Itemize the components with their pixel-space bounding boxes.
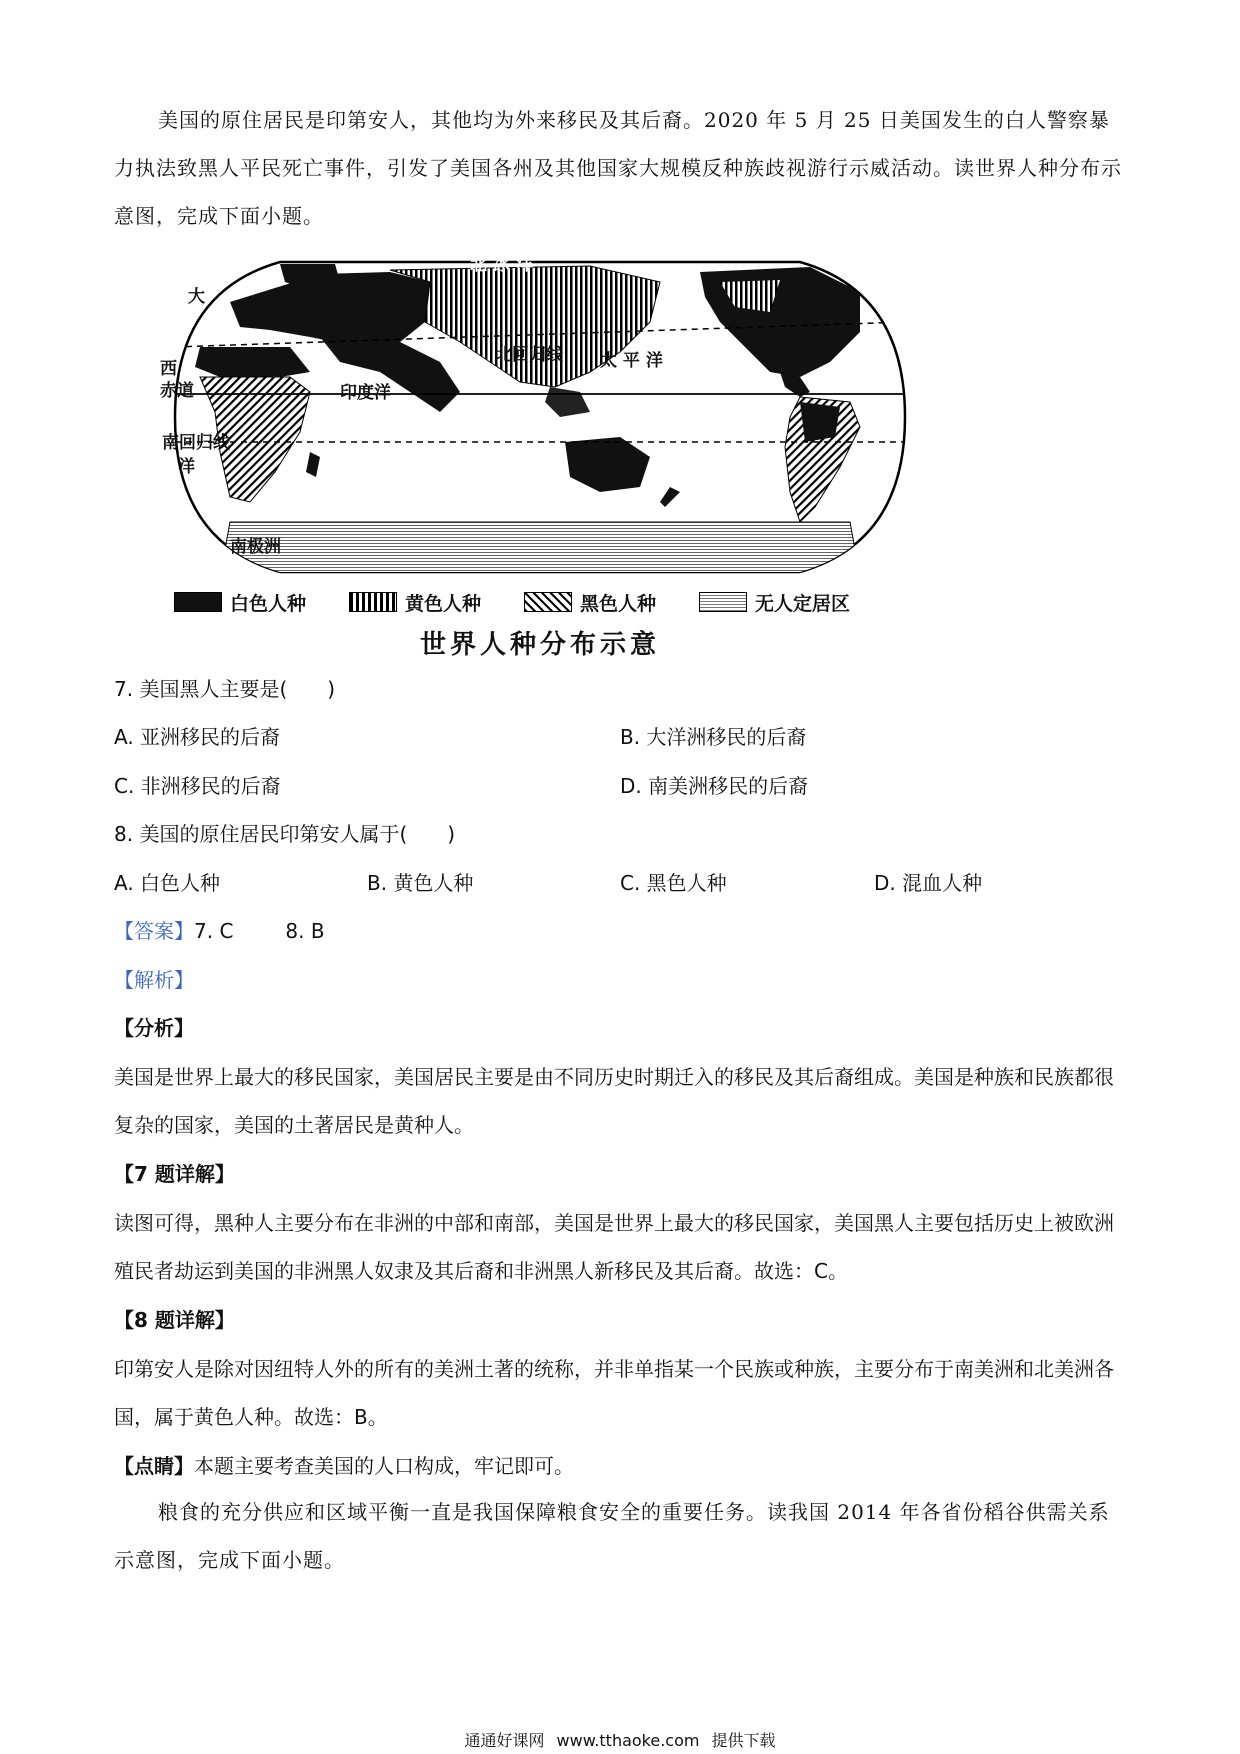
question-8-stem: 8. 美国的原住居民印第安人属于( ) <box>114 822 456 846</box>
label-equator: 赤道 <box>160 381 194 401</box>
legend-label-white: 白色人种 <box>230 592 307 615</box>
dianjing-label: 【点睛】 <box>114 1454 194 1478</box>
page-footer <box>0 1730 1240 1752</box>
legend-item-white <box>174 588 306 616</box>
legend-label-yellow: 黄色人种 <box>405 592 482 615</box>
q8-option-c[interactable]: C. 黑色人种 <box>620 871 727 895</box>
legend-swatch-yellow <box>349 592 397 612</box>
map-legend <box>174 588 914 616</box>
detail-8-label: 【8 题详解】 <box>114 1308 235 1332</box>
intro-text: 美国的原住居民是印第安人，其他均为外来移民及其后裔。2020 年 5 月 25 日美国发生的白人警察暴力执法致黑人平民死亡事件，引发了美国各州及其他国家大规模反种族歧视游行示威活动。读世界人种分布示意图，完成下面小题。 <box>114 108 1122 228</box>
map-title: 世界人种分布示意 <box>419 630 660 660</box>
intro-paragraph <box>114 96 1130 240</box>
dianjing-text: 本题主要考查美国的人口构成，牢记即可。 <box>194 1454 574 1478</box>
footer-site-name: 通通好课网 <box>464 1731 545 1750</box>
detail-7-text: 读图可得，黑种人主要分布在非洲的中部和南部，美国是世界上最大的移民国家，美国黑人主要包括历史上被欧洲殖民者劫运到美国的非洲黑人奴隶及其后裔和非洲黑人新移民及其后裔。故选：C。 <box>114 1211 1114 1283</box>
q7-option-a[interactable]: A. 亚洲移民的后裔 <box>114 725 281 749</box>
world-race-map-figure <box>160 252 920 660</box>
analysis-label: 【解析】 <box>114 968 194 992</box>
south-america-north <box>800 402 840 442</box>
legend-swatch-uninhabited <box>699 592 747 612</box>
legend-label-black: 黑色人种 <box>580 592 657 615</box>
legend-item-black <box>524 588 656 616</box>
label-atlantic-1: 大 <box>188 287 205 307</box>
intro-2-text: 粮食的充分供应和区域平衡一直是我国保障粮食安全的重要任务。读我国 2014 年各省份稻谷供需关系示意图，完成下面小题。 <box>114 1500 1110 1572</box>
detail-8-text: 印第安人是除对因纽特人外的所有的美洲土著的统称，并非单指某一个民族或种族，主要分布于南美洲和北美洲各国，属于黄色人种。故选：B。 <box>114 1357 1114 1429</box>
legend-swatch-white <box>174 592 222 612</box>
q7-option-c[interactable]: C. 非洲移民的后裔 <box>114 774 281 798</box>
detail-7-label: 【7 题详解】 <box>114 1162 235 1186</box>
label-tropic-of-cancer: 北回归线 <box>495 345 563 365</box>
q7-option-d[interactable]: D. 南美洲移民的后裔 <box>620 774 809 798</box>
label-antarctica: 南极洲 <box>230 537 281 557</box>
answer-line <box>114 917 325 945</box>
north-africa-land <box>195 347 310 377</box>
q8-option-d[interactable]: D. 混血人种 <box>874 871 983 895</box>
label-atlantic-3: 洋 <box>178 457 195 477</box>
legend-label-uninhabited: 无人定居区 <box>755 592 851 615</box>
footer-note: 提供下载 <box>711 1731 776 1750</box>
q8-option-b[interactable]: B. 黄色人种 <box>367 871 474 895</box>
legend-item-yellow <box>349 588 481 616</box>
label-atlantic-2: 西 <box>160 359 177 379</box>
dianjing-line <box>114 1452 574 1480</box>
footer-url[interactable]: www.tthaoke.com <box>556 1731 700 1750</box>
antarctica-land <box>220 522 860 577</box>
fenxi-label: 【分析】 <box>114 1016 194 1040</box>
intro-paragraph-2 <box>114 1488 1130 1584</box>
label-tropic-of-capricorn: 南回归线 <box>162 433 230 453</box>
question-7-stem: 7. 美国黑人主要是( ) <box>114 677 336 701</box>
q8-option-a[interactable]: A. 白色人种 <box>114 871 221 895</box>
answer-8: 8. B <box>285 919 325 943</box>
label-pacific-ocean: 太 平 洋 <box>600 351 663 371</box>
answer-7: 7. C <box>194 919 234 943</box>
answer-label: 【答案】 <box>114 919 194 943</box>
q7-option-b[interactable]: B. 大洋洲移民的后裔 <box>620 725 807 749</box>
label-arctic-ocean: 北 冰 洋 <box>470 255 533 275</box>
label-indian-ocean: 印度洋 <box>340 383 391 403</box>
legend-item-uninhabited <box>699 588 850 616</box>
legend-swatch-black <box>524 592 572 612</box>
fenxi-text: 美国是世界上最大的移民国家，美国居民主要是由不同历史时期迁入的移民及其后裔组成。美国是种族和民族都很复杂的国家，美国的土著居民是黄种人。 <box>114 1065 1114 1137</box>
